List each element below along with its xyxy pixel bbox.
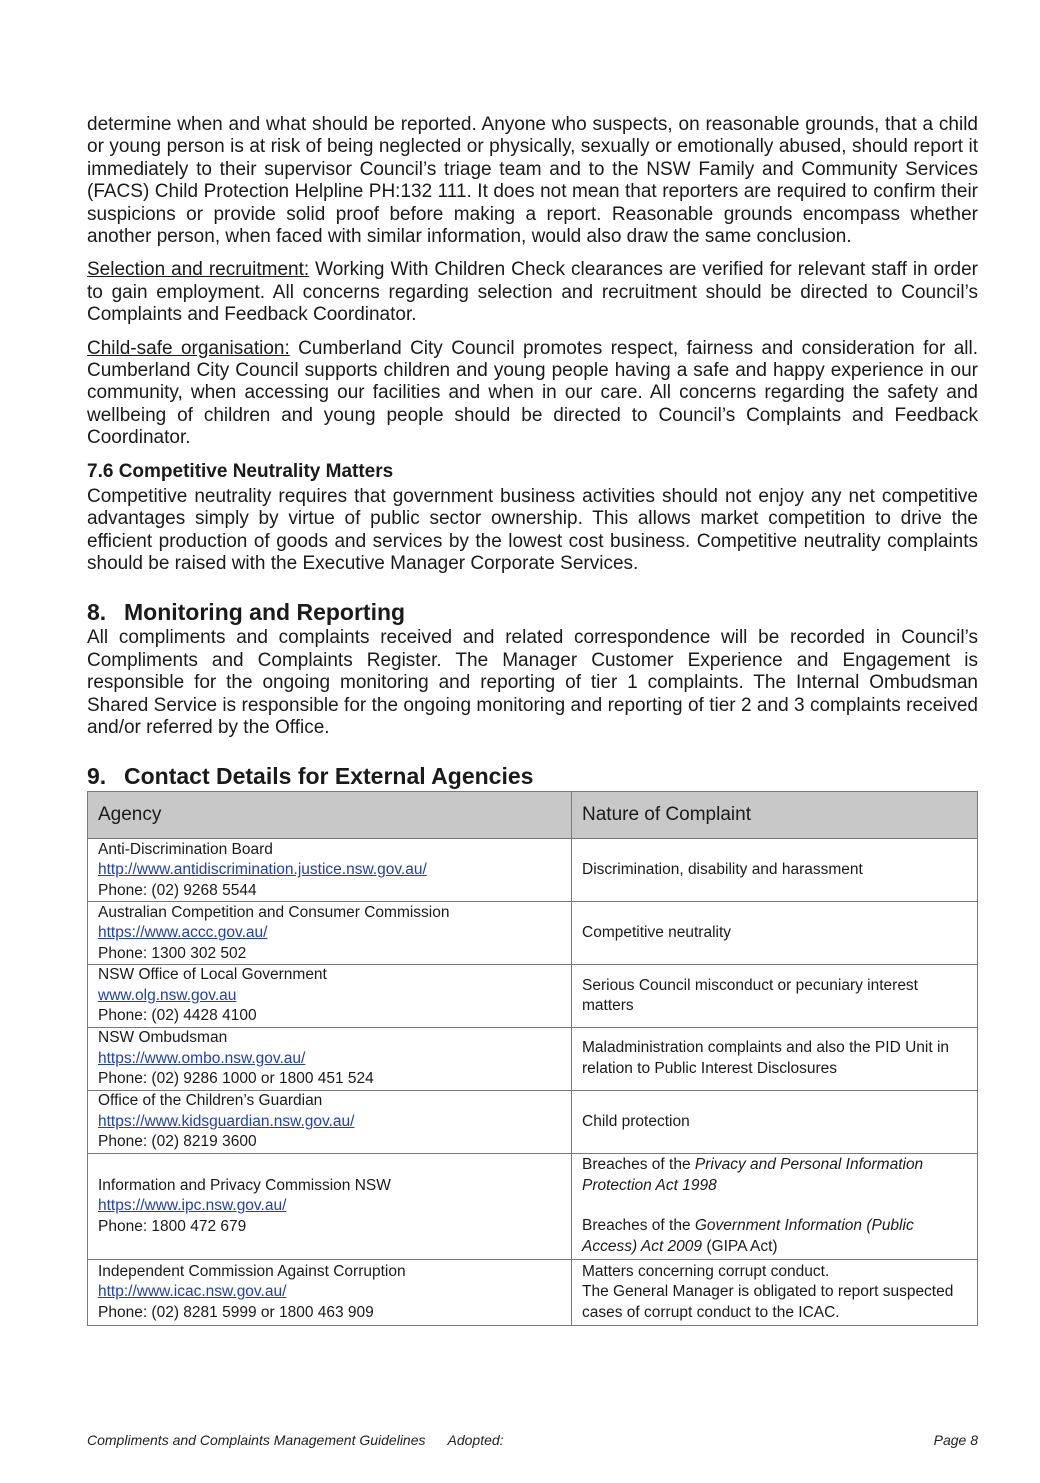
- paragraph-reporting: determine when and what should be reported. Anyone who suspects, on reasonable grounds, that a child or young person is at risk of being neglected or physically, sexually or emotionally abused, should report it immediately to their supervisor Council’s triage team and to the NSW Family and Community Services (FACS) Child Protection Helpline PH:132 111. It does not mean that reporters are required to confirm their suspicions or provide solid proof before making a report. Reasonable grounds encompass whether another person, when faced with similar information, would also draw the same conclusion.: [87, 114, 978, 248]
- agency-name: Office of the Children’s Guardian: [98, 1092, 323, 1110]
- agency-cell: [88, 1259, 572, 1325]
- act-title: Privacy and Personal Information Protection Act 1998: [582, 1156, 924, 1194]
- child-safe-label: Child-safe organisation:: [87, 337, 290, 359]
- heading-contact-details: [87, 763, 978, 789]
- table-header-row: [88, 792, 978, 839]
- agency-link[interactable]: https://www.ombo.nsw.gov.au/: [98, 1049, 306, 1067]
- section-number: 8.: [87, 599, 107, 626]
- agency-cell: [88, 839, 572, 902]
- agency-cell: [88, 965, 572, 1028]
- nature-prefix: Breaches of the: [582, 1156, 695, 1174]
- agency-link[interactable]: https://www.accc.gov.au/: [98, 924, 268, 942]
- agency-name: Independent Commission Against Corruption: [98, 1262, 406, 1280]
- agency-name: NSW Office of Local Government: [98, 966, 327, 984]
- footer-document-title: Compliments and Complaints Management Guidelines: [87, 1432, 426, 1448]
- nature-prefix: Breaches of the: [582, 1217, 695, 1235]
- agency-link[interactable]: www.olg.nsw.gov.au: [98, 986, 237, 1004]
- section-title: Monitoring and Reporting: [124, 599, 406, 626]
- paragraph-selection-recruitment: [87, 259, 978, 326]
- paragraph-child-safe: [87, 338, 978, 450]
- agency-phone: Phone: 1800 472 679: [98, 1217, 247, 1235]
- heading-competitive-neutrality: 7.6 Competitive Neutrality Matters: [87, 460, 394, 482]
- selection-recruitment-text: Working With Children Check clearances are verified for relevant staff in order to gain employment. All concerns regarding selection and recruitment should be directed to Council’s Complaints and Feedback Coordinator.: [87, 259, 978, 326]
- agency-link[interactable]: http://www.icac.nsw.gov.au/: [98, 1283, 287, 1301]
- agency-cell: [88, 1153, 572, 1259]
- agency-phone: Phone: (02) 9268 5544: [98, 881, 257, 899]
- nature-line: Matters concerning corrupt conduct.: [582, 1262, 830, 1280]
- nature-privacy-act: [582, 1155, 967, 1196]
- paragraph-competitive-neutrality: Competitive neutrality requires that government business activities should not enjoy any net competitive advantages simply by virtue of public sector ownership. This allows market competition to drive the efficient production of goods and services by the lowest cost business. Competitive neutrality complaints should be raised with the Executive Manager Corporate Services.: [87, 485, 978, 574]
- nature-suffix: (GIPA Act): [702, 1237, 778, 1255]
- table-row: [88, 1027, 978, 1090]
- agency-name: NSW Ombudsman: [98, 1029, 228, 1047]
- agency-cell: [88, 902, 572, 965]
- table-row: [88, 1153, 978, 1259]
- spacer: [582, 1196, 967, 1216]
- selection-recruitment-label: Selection and recruitment:: [87, 259, 310, 281]
- section-number: 9.: [87, 763, 107, 790]
- paragraph-monitoring-reporting: All compliments and complaints received and related correspondence will be recorded in Council’s Compliments and Complaints Register. The Manager Customer Experience and Engagement is responsible for the ongoing monitoring and reporting of tier 1 complaints. The Internal Ombudsman Shared Service is responsible for the ongoing monitoring and reporting of tier 2 and 3 complaints received and/or referred by the Office.: [87, 627, 978, 738]
- column-header-nature: Nature of Complaint: [572, 792, 978, 839]
- heading-monitoring-reporting: [87, 599, 978, 625]
- agencies-table: [87, 791, 978, 1326]
- table-row: [88, 1090, 978, 1153]
- table-row: [88, 902, 978, 965]
- nature-cell: Discrimination, disability and harassment: [572, 839, 978, 902]
- footer-adopted: Adopted:: [447, 1432, 504, 1448]
- agency-name: Australian Competition and Consumer Commission: [98, 903, 450, 921]
- child-safe-text: Cumberland City Council promotes respect, fairness and consideration for all. Cumberland City Council supports children and young people having a safe and happy experience in our community, when accessing our facilities and when in our care. All concerns regarding the safety and wellbeing of children and young people should be directed to Council’s Complaints and Feedback Coordinator.: [87, 337, 978, 449]
- agency-phone: Phone: (02) 9286 1000 or 1800 451 524: [98, 1070, 374, 1088]
- agency-cell: [88, 1090, 572, 1153]
- agency-link[interactable]: https://www.ipc.nsw.gov.au/: [98, 1197, 287, 1215]
- agency-cell: [88, 1027, 572, 1090]
- nature-cell: Maladministration complaints and also the PID Unit in relation to Public Interest Disclosures: [572, 1027, 978, 1090]
- footer-page-number: Page 8: [933, 1432, 978, 1448]
- agency-name: Anti-Discrimination Board: [98, 840, 273, 858]
- nature-cell: [572, 1259, 978, 1325]
- act-title: Government Information (Public Access) Act 2009: [582, 1217, 914, 1255]
- agency-phone: Phone: (02) 8219 3600: [98, 1133, 257, 1151]
- page-footer: [87, 1432, 978, 1448]
- table-row: [88, 839, 978, 902]
- page-content: [87, 114, 978, 1326]
- nature-line: The General Manager is obligated to report suspected cases of corrupt conduct to the ICAC.: [582, 1283, 954, 1321]
- section-title: Contact Details for External Agencies: [124, 763, 534, 790]
- nature-cell: [572, 1153, 978, 1259]
- agency-phone: Phone: (02) 4428 4100: [98, 1007, 257, 1025]
- column-header-agency: Agency: [88, 792, 572, 839]
- table-row: [88, 965, 978, 1028]
- nature-gipa-act: [582, 1216, 967, 1257]
- nature-cell: Competitive neutrality: [572, 902, 978, 965]
- agency-link[interactable]: https://www.kidsguardian.nsw.gov.au/: [98, 1112, 355, 1130]
- agency-link[interactable]: http://www.antidiscrimination.justice.nsw.gov.au/: [98, 861, 427, 879]
- agency-phone: Phone: 1300 302 502: [98, 944, 247, 962]
- table-row: [88, 1259, 978, 1325]
- agency-phone: Phone: (02) 8281 5999 or 1800 463 909: [98, 1303, 374, 1321]
- nature-cell: Serious Council misconduct or pecuniary interest matters: [572, 965, 978, 1028]
- nature-cell: Child protection: [572, 1090, 978, 1153]
- agency-name: Information and Privacy Commission NSW: [98, 1176, 391, 1194]
